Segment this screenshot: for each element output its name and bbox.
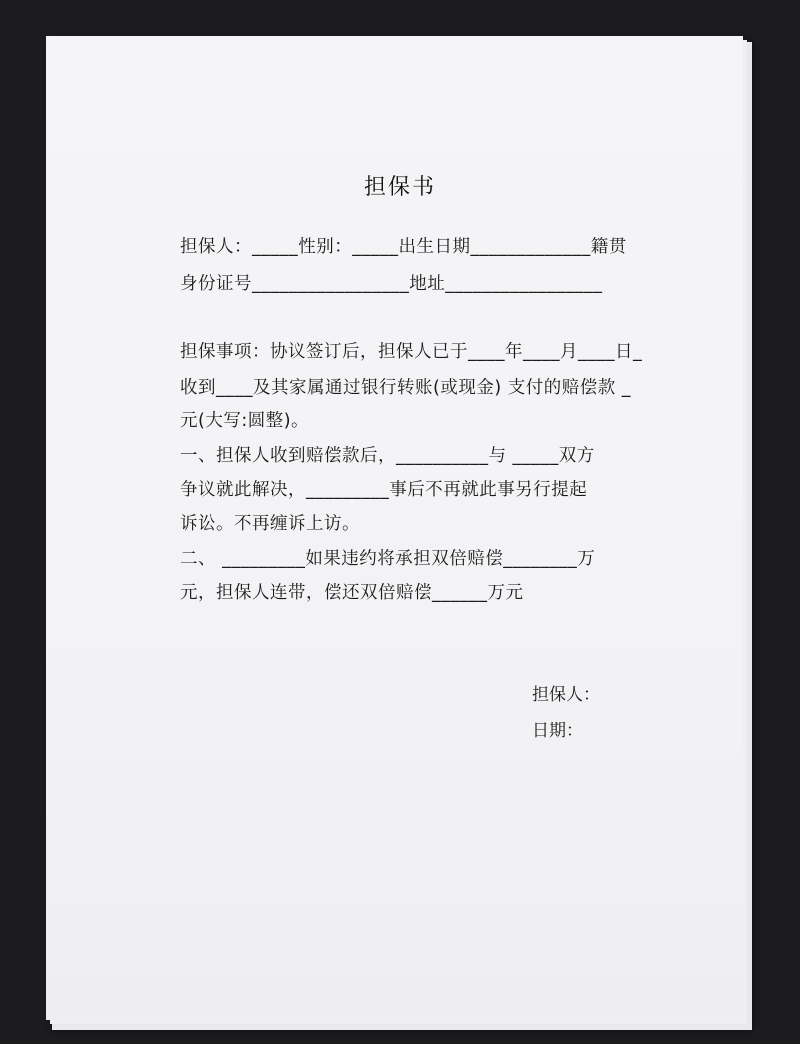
clause-two-line: 二、 _________如果违约将承担双倍赔偿________万 bbox=[180, 549, 596, 569]
guarantee-matter-line: 元(大写:圆整)。 bbox=[180, 411, 310, 431]
clause-one-line: 诉讼。不再缠诉上访。 bbox=[180, 514, 360, 534]
clause-two-line: 元，担保人连带，偿还双倍赔偿______万元 bbox=[180, 583, 524, 603]
guarantee-matter-line: 担保事项：协议签订后，担保人已于____年____月____日_ bbox=[180, 342, 643, 362]
id-address-line: 身份证号_________________地址_________________ bbox=[180, 274, 603, 294]
guarantee-matter-line: 收到____及其家属通过银行转账(或现金) 支付的赔偿款 _ bbox=[180, 378, 632, 398]
guarantor-info-line: 担保人：_____性别：_____出生日期_____________籍贯 bbox=[180, 237, 627, 257]
date-label: 日期： bbox=[532, 721, 583, 741]
clause-one-line: 争议就此解决，_________事后不再就此事另行提起 bbox=[180, 480, 588, 500]
clause-one-line: 一、担保人收到赔偿款后，__________与 _____双方 bbox=[180, 446, 595, 466]
guarantor-signature-label: 担保人： bbox=[532, 685, 600, 705]
document-title: 担保书 bbox=[363, 175, 436, 200]
